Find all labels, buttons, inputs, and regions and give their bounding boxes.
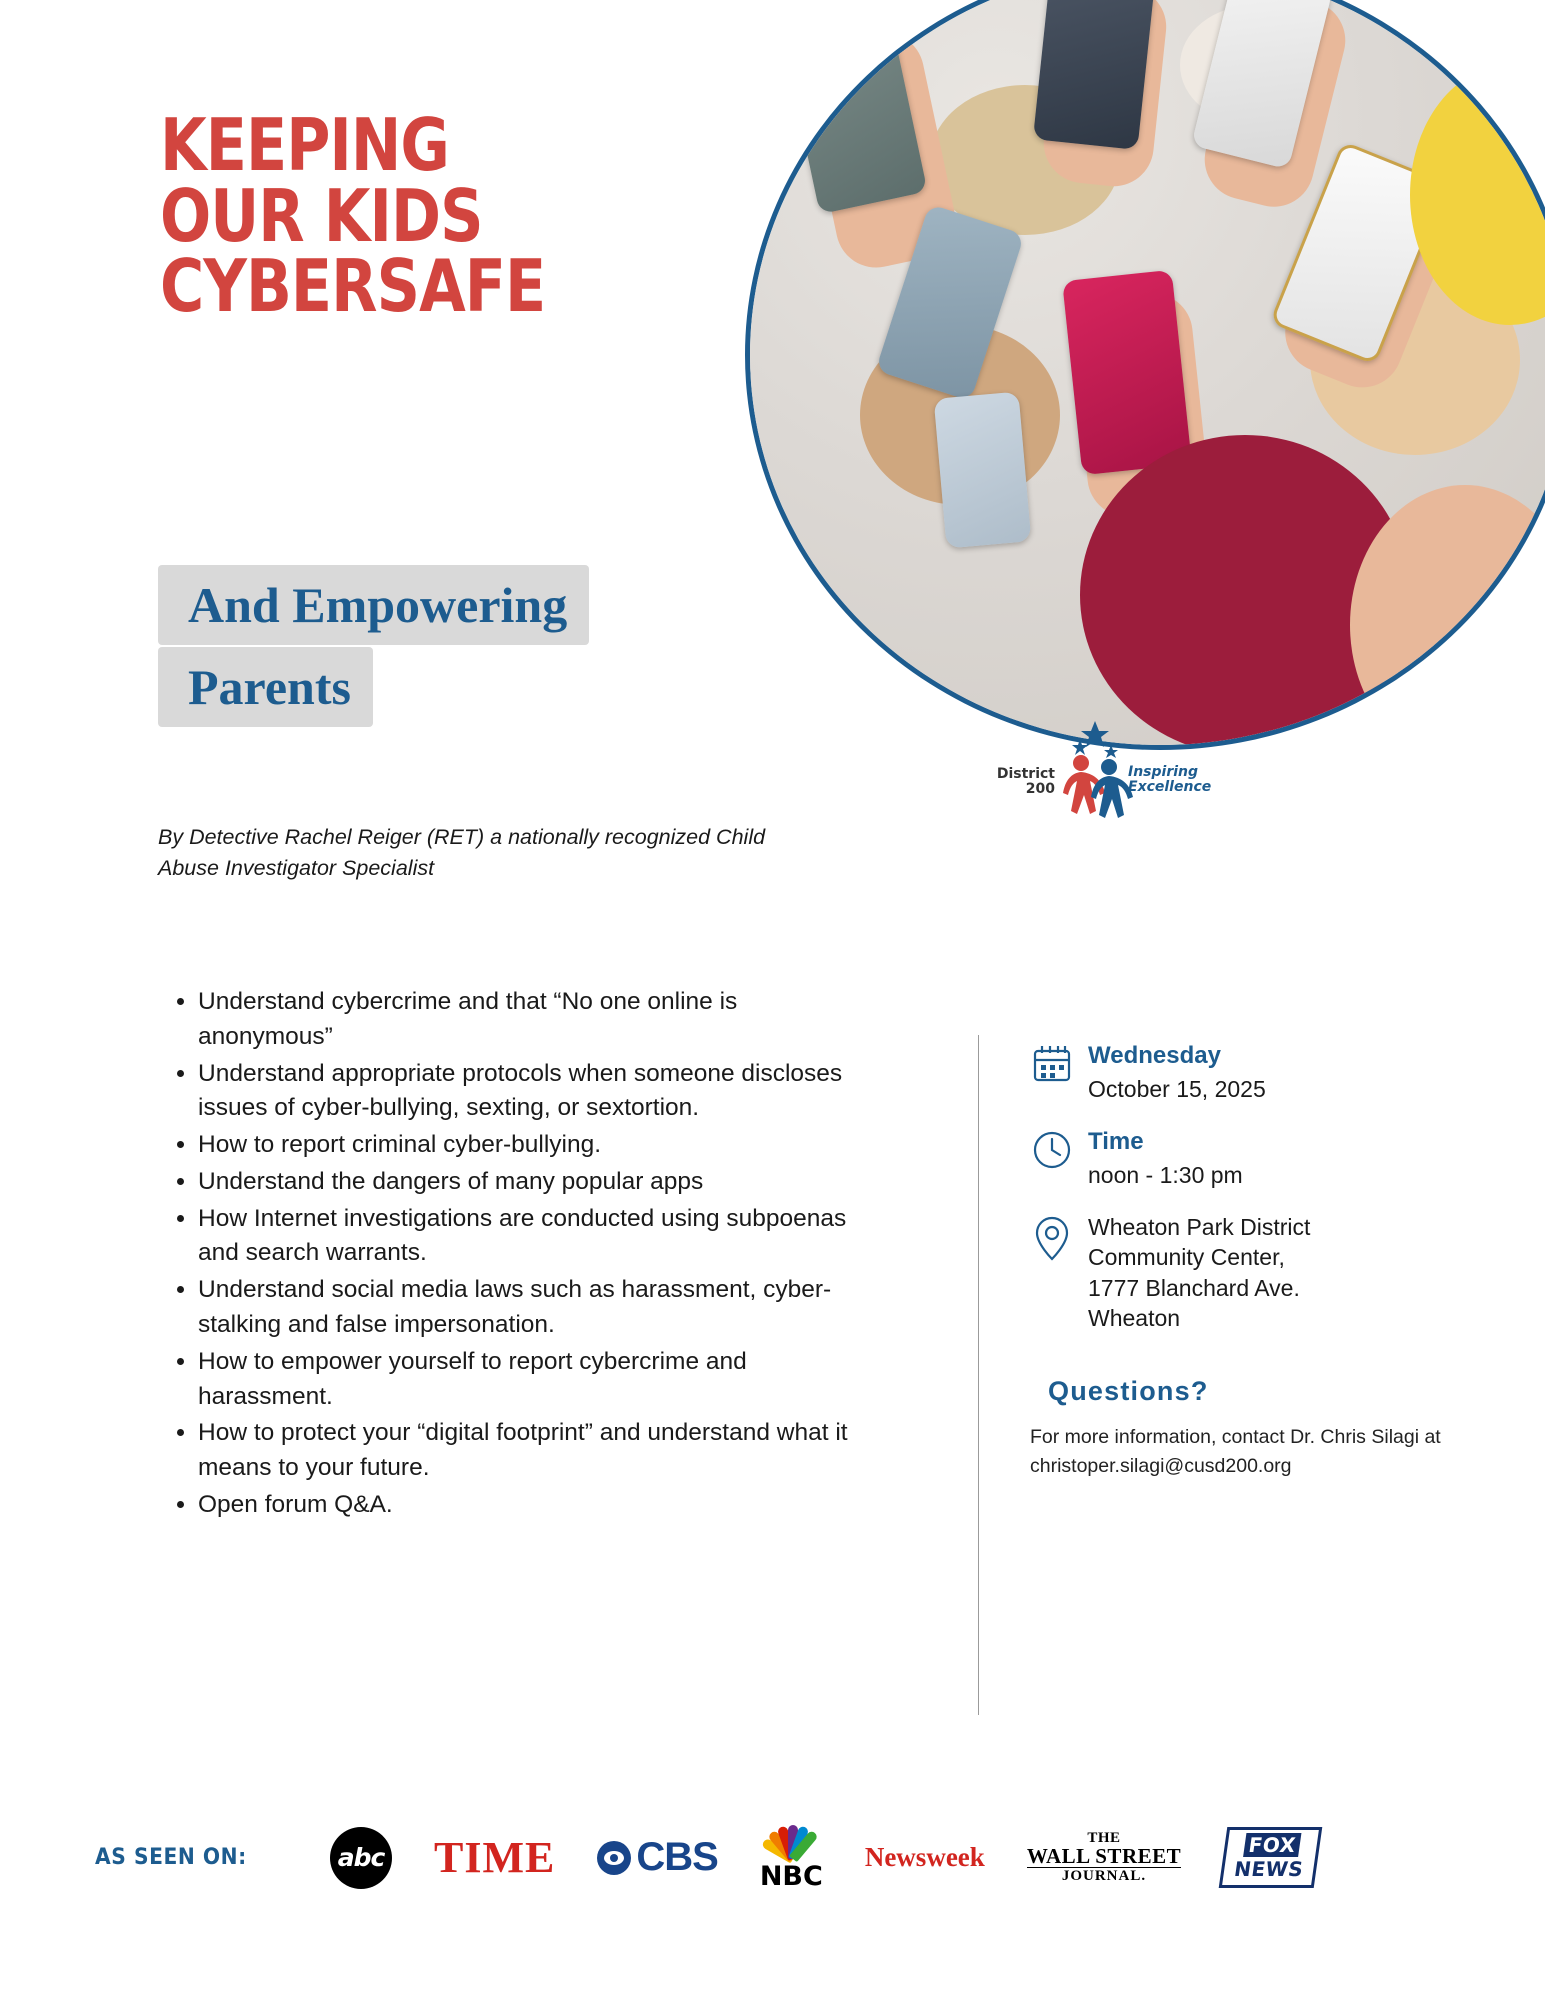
district-200-tagline — [1128, 765, 1211, 796]
location-line-3: 1777 Blanchard Ave. — [1088, 1274, 1300, 1301]
cbs-logo — [597, 1835, 717, 1880]
list-item: • How to empower yourself to report cybercrime and harassment. — [198, 1345, 870, 1415]
district-200-logo — [985, 715, 1212, 830]
event-location-row — [1030, 1212, 1450, 1333]
subtitle-line-2: Parents — [158, 647, 373, 727]
list-item: • Understand cybercrime and that “No one online is anonymous” — [198, 985, 870, 1055]
event-date-row — [1030, 1040, 1450, 1104]
as-seen-on-bar — [95, 1823, 1455, 1892]
questions-heading: Questions? — [1048, 1375, 1209, 1406]
list-item: • How to protect your “digital footprint” and understand what it means to your future. — [198, 1416, 870, 1486]
title-line-1: KEEPING — [160, 103, 449, 187]
abc-logo: abc — [330, 1827, 392, 1889]
event-date-value: October 15, 2025 — [1088, 1075, 1266, 1102]
time-logo: TIME — [434, 1833, 556, 1882]
district-number: 200 — [1025, 780, 1055, 797]
hero-photo-teens-with-phones — [750, 0, 1545, 745]
map-pin-icon — [1030, 1212, 1088, 1269]
list-item: • Understand social media laws such as harassment, cyber-stalking and false impersonation. — [198, 1273, 870, 1343]
event-location-text — [1088, 1212, 1310, 1333]
decor-phone — [1062, 270, 1192, 475]
list-item: • Understand the dangers of many popular apps — [198, 1165, 870, 1200]
page-title — [160, 103, 546, 329]
decor-phone — [1033, 0, 1156, 150]
clock-icon — [1030, 1126, 1088, 1177]
byline: By Detective Rachel Reiger (RET) a nationally recognized Child Abuse Investigator Specialist — [158, 825, 766, 880]
tagline-line-1: Inspiring — [1128, 764, 1199, 780]
event-time-text — [1088, 1126, 1243, 1190]
location-line-4: Wheaton — [1088, 1305, 1181, 1332]
list-item: • How to report criminal cyber-bullying. — [198, 1128, 870, 1163]
event-details-panel — [1030, 1040, 1450, 1481]
list-item: • How Internet investigations are conducted using subpoenas and search warrants. — [198, 1202, 870, 1272]
fox-news-logo — [1219, 1827, 1322, 1888]
event-time-value: noon - 1:30 pm — [1088, 1161, 1243, 1188]
fox-line-1: FOX — [1243, 1833, 1301, 1857]
event-date-text — [1088, 1040, 1266, 1104]
wsj-line-1: THE — [1087, 1829, 1121, 1846]
subtitle — [158, 565, 798, 727]
location-line-2: Community Center, — [1088, 1244, 1285, 1271]
tagline-line-2: Excellence — [1128, 779, 1212, 796]
topics-list — [160, 985, 870, 1525]
decor-phone — [778, 0, 927, 214]
title-line-3: CYBERSAFE — [160, 244, 546, 329]
location-line-1: Wheaton Park District — [1088, 1214, 1311, 1241]
district-200-wordmark — [985, 767, 1055, 796]
event-date-heading: Wednesday — [1088, 1042, 1221, 1069]
wsj-line-2: WALL STREET — [1026, 1843, 1182, 1868]
nbc-logo — [760, 1823, 823, 1892]
title-line-2: OUR KIDS — [160, 173, 483, 258]
media-logos — [330, 1823, 1318, 1892]
event-time-row — [1030, 1126, 1450, 1190]
list-item: • Understand appropriate protocols when someone discloses issues of cyber-bullying, sexting, or sextortion. — [198, 1057, 870, 1127]
vertical-divider — [978, 1035, 979, 1715]
district-word: District — [996, 766, 1055, 782]
questions-contact-text: For more information, contact Dr. Chris Silagi at christoper.silagi@cusd200.org — [1030, 1425, 1441, 1477]
fox-line-2: NEWS — [1232, 1857, 1306, 1881]
list-item: • Open forum Q&A. — [198, 1488, 870, 1523]
nbc-wordmark: NBC — [759, 1861, 823, 1892]
decor-phone — [934, 392, 1032, 549]
peacock-icon — [761, 1823, 821, 1859]
hero-image — [745, 0, 1545, 760]
cbs-eye-icon — [597, 1841, 631, 1875]
event-time-heading: Time — [1088, 1128, 1144, 1156]
wsj-line-3: JOURNAL. — [1027, 1867, 1181, 1884]
cbs-wordmark: CBS — [636, 1835, 718, 1879]
subtitle-line-1: And Empowering — [158, 565, 589, 645]
hero-circle-frame — [745, 0, 1545, 750]
newsweek-logo: Newsweek — [864, 1842, 985, 1872]
wsj-logo — [1027, 1831, 1181, 1885]
calendar-icon — [1030, 1040, 1088, 1091]
as-seen-on-label: AS SEEN ON: — [95, 1845, 247, 1870]
